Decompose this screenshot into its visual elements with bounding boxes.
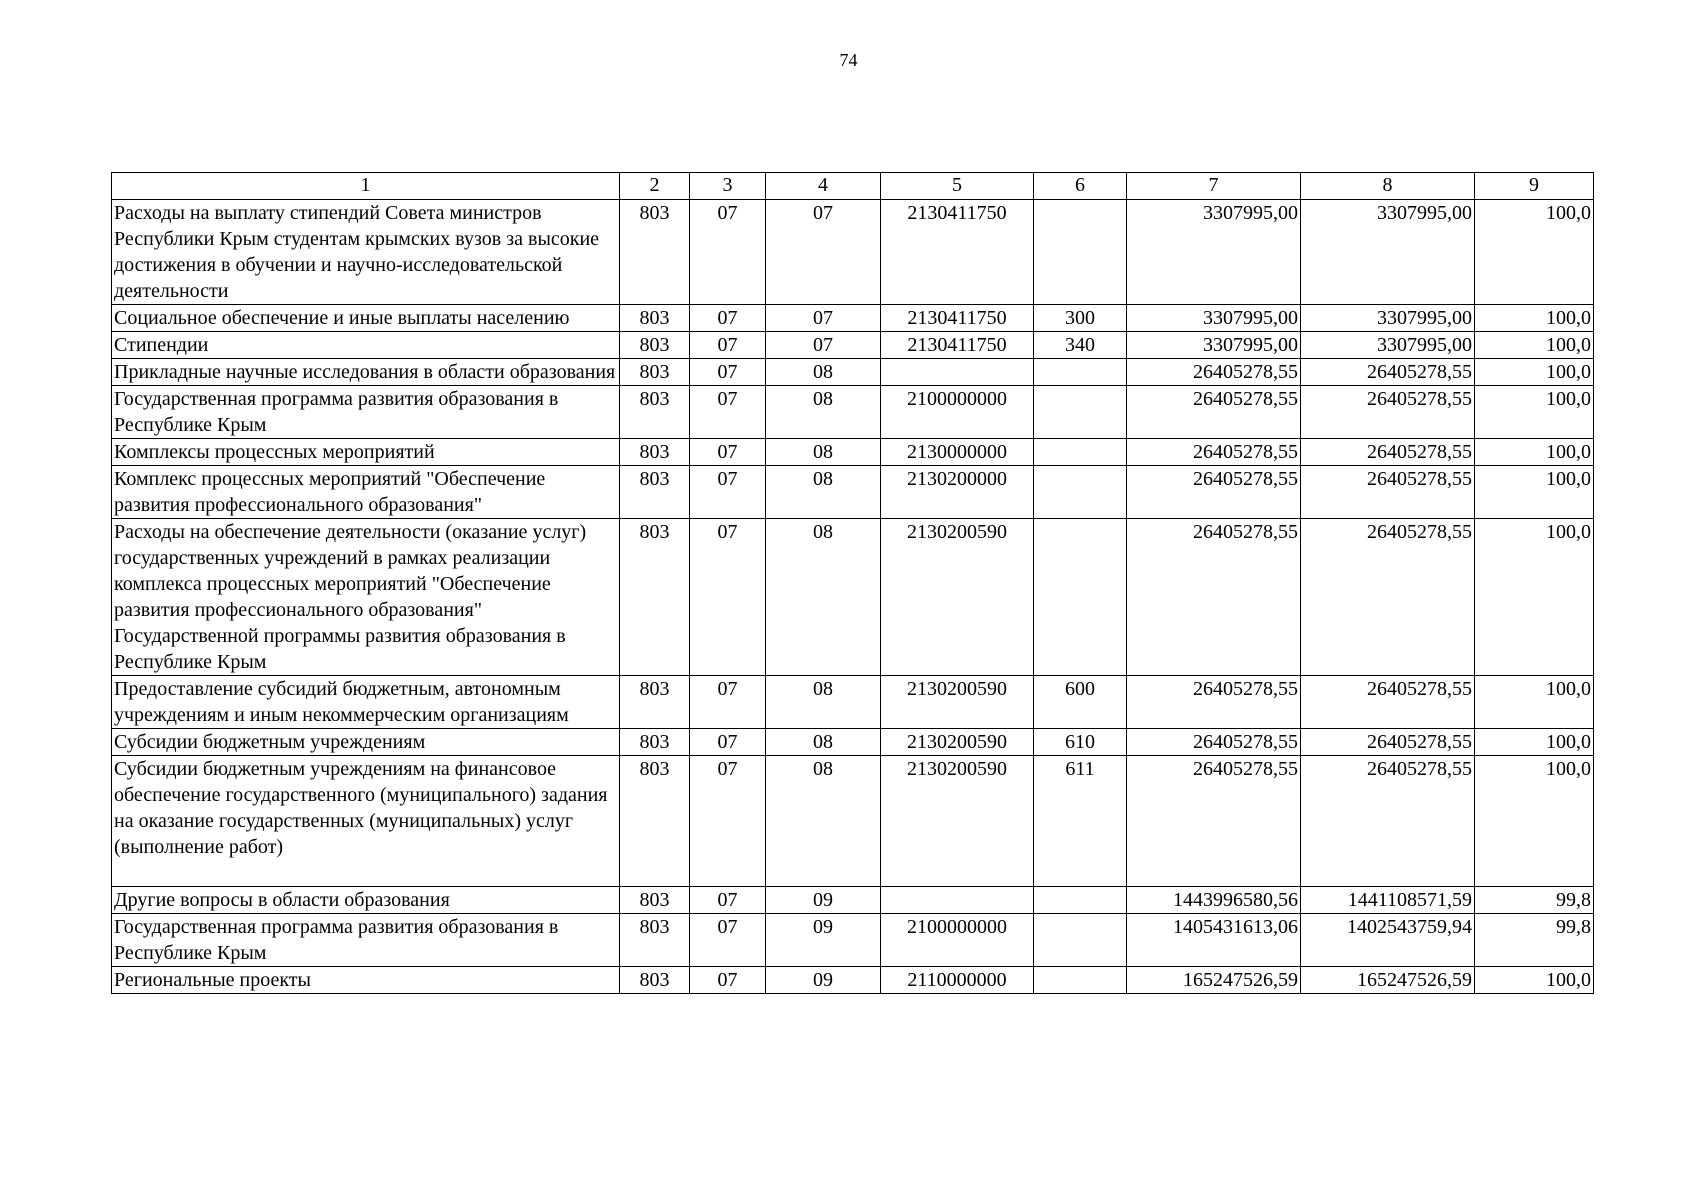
target-article-code: 2130200590 (881, 756, 1034, 887)
item-name: Государственная программа развития образования в Республике Крым (112, 386, 620, 439)
item-name: Комплексы процессных мероприятий (112, 439, 620, 466)
target-article-code: 2130200000 (881, 466, 1034, 519)
executed-amount: 165247526,59 (1301, 967, 1475, 994)
item-name: Другие вопросы в области образования (112, 887, 620, 914)
executed-amount: 26405278,55 (1301, 386, 1475, 439)
subsection-code: 08 (766, 439, 881, 466)
executed-amount: 3307995,00 (1301, 305, 1475, 332)
planned-amount: 1405431613,06 (1127, 914, 1301, 967)
expense-type-code: 340 (1034, 332, 1127, 359)
target-article-code: 2130200590 (881, 729, 1034, 756)
section-code: 07 (690, 466, 766, 519)
expense-type-code (1034, 439, 1127, 466)
section-code: 07 (690, 756, 766, 887)
ministry-code: 803 (620, 359, 690, 386)
table-row (112, 439, 1594, 466)
subsection-code: 08 (766, 386, 881, 439)
subsection-code: 09 (766, 887, 881, 914)
item-name: Субсидии бюджетным учреждениям на финансовое обеспечение государственного (муниципального) задания на оказание государственных (муниципальных) услуг (выполнение работ) (112, 756, 620, 887)
expense-type-code: 300 (1034, 305, 1127, 332)
execution-percent: 100,0 (1475, 466, 1594, 519)
item-name: Предоставление субсидий бюджетным, автономным учреждениям и иным некоммерческим организациям (112, 676, 620, 729)
table-row (112, 519, 1594, 676)
target-article-code (881, 359, 1034, 386)
table-row (112, 729, 1594, 756)
planned-amount: 1443996580,56 (1127, 887, 1301, 914)
expense-type-code (1034, 887, 1127, 914)
section-code: 07 (690, 305, 766, 332)
header-col-8: 8 (1301, 173, 1475, 200)
expense-type-code: 611 (1034, 756, 1127, 887)
subsection-code: 07 (766, 200, 881, 305)
subsection-code: 08 (766, 729, 881, 756)
table-row (112, 676, 1594, 729)
execution-percent: 100,0 (1475, 729, 1594, 756)
subsection-code: 08 (766, 676, 881, 729)
expense-type-code (1034, 914, 1127, 967)
target-article-code: 2130411750 (881, 332, 1034, 359)
item-name: Региональные проекты (112, 967, 620, 994)
section-code: 07 (690, 439, 766, 466)
executed-amount: 1441108571,59 (1301, 887, 1475, 914)
section-code: 07 (690, 200, 766, 305)
ministry-code: 803 (620, 887, 690, 914)
planned-amount: 3307995,00 (1127, 200, 1301, 305)
executed-amount: 26405278,55 (1301, 439, 1475, 466)
expense-type-code (1034, 200, 1127, 305)
item-name: Расходы на выплату стипендий Совета министров Республики Крым студентам крымских вузов за высокие достижения в обучении и научно-исследовательской деятельности (112, 200, 620, 305)
execution-percent: 100,0 (1475, 756, 1594, 887)
executed-amount: 26405278,55 (1301, 729, 1475, 756)
header-col-1: 1 (112, 173, 620, 200)
table-row (112, 305, 1594, 332)
section-code: 07 (690, 729, 766, 756)
header-col-9: 9 (1475, 173, 1594, 200)
expense-type-code: 600 (1034, 676, 1127, 729)
expense-type-code (1034, 967, 1127, 994)
section-code: 07 (690, 676, 766, 729)
ministry-code: 803 (620, 466, 690, 519)
executed-amount: 26405278,55 (1301, 676, 1475, 729)
ministry-code: 803 (620, 305, 690, 332)
section-code: 07 (690, 359, 766, 386)
execution-percent: 99,8 (1475, 887, 1594, 914)
executed-amount: 26405278,55 (1301, 519, 1475, 676)
item-name: Государственная программа развития образования в Республике Крым (112, 914, 620, 967)
expense-type-code: 610 (1034, 729, 1127, 756)
planned-amount: 3307995,00 (1127, 305, 1301, 332)
header-row (112, 173, 1594, 200)
execution-percent: 100,0 (1475, 439, 1594, 466)
target-article-code: 2110000000 (881, 967, 1034, 994)
page-number: 74 (839, 50, 858, 70)
table-row (112, 200, 1594, 305)
execution-percent: 100,0 (1475, 305, 1594, 332)
subsection-code: 08 (766, 519, 881, 676)
expense-type-code (1034, 386, 1127, 439)
table-row (112, 359, 1594, 386)
header-col-2: 2 (620, 173, 690, 200)
item-name: Стипендии (112, 332, 620, 359)
section-code: 07 (690, 332, 766, 359)
table-row (112, 887, 1594, 914)
execution-percent: 100,0 (1475, 200, 1594, 305)
executed-amount: 1402543759,94 (1301, 914, 1475, 967)
execution-percent: 100,0 (1475, 967, 1594, 994)
expense-type-code (1034, 519, 1127, 676)
header-col-3: 3 (690, 173, 766, 200)
target-article-code: 2130000000 (881, 439, 1034, 466)
target-article-code: 2130411750 (881, 200, 1034, 305)
budget-table (111, 172, 1594, 994)
section-code: 07 (690, 914, 766, 967)
execution-percent: 100,0 (1475, 386, 1594, 439)
table-row (112, 967, 1594, 994)
planned-amount: 26405278,55 (1127, 386, 1301, 439)
item-name: Комплекс процессных мероприятий "Обеспечение развития профессионального образования" (112, 466, 620, 519)
executed-amount: 26405278,55 (1301, 756, 1475, 887)
planned-amount: 26405278,55 (1127, 519, 1301, 676)
execution-percent: 100,0 (1475, 359, 1594, 386)
table-body (112, 200, 1594, 994)
table-row (112, 332, 1594, 359)
target-article-code: 2130200590 (881, 519, 1034, 676)
execution-percent: 100,0 (1475, 332, 1594, 359)
section-code: 07 (690, 386, 766, 439)
table-row (112, 386, 1594, 439)
target-article-code: 2100000000 (881, 386, 1034, 439)
ministry-code: 803 (620, 914, 690, 967)
subsection-code: 07 (766, 305, 881, 332)
header-col-7: 7 (1127, 173, 1301, 200)
execution-percent: 100,0 (1475, 676, 1594, 729)
ministry-code: 803 (620, 967, 690, 994)
execution-percent: 100,0 (1475, 519, 1594, 676)
ministry-code: 803 (620, 439, 690, 466)
executed-amount: 3307995,00 (1301, 200, 1475, 305)
item-name: Социальное обеспечение и иные выплаты населению (112, 305, 620, 332)
subsection-code: 08 (766, 756, 881, 887)
ministry-code: 803 (620, 676, 690, 729)
planned-amount: 26405278,55 (1127, 729, 1301, 756)
execution-percent: 99,8 (1475, 914, 1594, 967)
ministry-code: 803 (620, 200, 690, 305)
executed-amount: 26405278,55 (1301, 359, 1475, 386)
ministry-code: 803 (620, 332, 690, 359)
ministry-code: 803 (620, 519, 690, 676)
target-article-code: 2130200590 (881, 676, 1034, 729)
planned-amount: 26405278,55 (1127, 676, 1301, 729)
subsection-code: 07 (766, 332, 881, 359)
header-col-6: 6 (1034, 173, 1127, 200)
target-article-code: 2130411750 (881, 305, 1034, 332)
table-row (112, 914, 1594, 967)
subsection-code: 08 (766, 359, 881, 386)
section-code: 07 (690, 519, 766, 676)
subsection-code: 09 (766, 914, 881, 967)
section-code: 07 (690, 887, 766, 914)
section-code: 07 (690, 967, 766, 994)
planned-amount: 26405278,55 (1127, 359, 1301, 386)
item-name: Субсидии бюджетным учреждениям (112, 729, 620, 756)
subsection-code: 09 (766, 967, 881, 994)
planned-amount: 26405278,55 (1127, 466, 1301, 519)
target-article-code (881, 887, 1034, 914)
planned-amount: 165247526,59 (1127, 967, 1301, 994)
executed-amount: 3307995,00 (1301, 332, 1475, 359)
ministry-code: 803 (620, 756, 690, 887)
item-name: Расходы на обеспечение деятельности (оказание услуг) государственных учреждений в рамках реализации комплекса процессных мероприятий "Обеспечение развития профессионального образования" Государственной программы развития образования в Республике Крым (112, 519, 620, 676)
target-article-code: 2100000000 (881, 914, 1034, 967)
subsection-code: 08 (766, 466, 881, 519)
ministry-code: 803 (620, 386, 690, 439)
item-name: Прикладные научные исследования в области образования (112, 359, 620, 386)
expense-type-code (1034, 466, 1127, 519)
planned-amount: 26405278,55 (1127, 439, 1301, 466)
expense-type-code (1034, 359, 1127, 386)
table-row (112, 466, 1594, 519)
ministry-code: 803 (620, 729, 690, 756)
header-col-4: 4 (766, 173, 881, 200)
executed-amount: 26405278,55 (1301, 466, 1475, 519)
planned-amount: 3307995,00 (1127, 332, 1301, 359)
planned-amount: 26405278,55 (1127, 756, 1301, 887)
table-row (112, 756, 1594, 887)
header-col-5: 5 (881, 173, 1034, 200)
